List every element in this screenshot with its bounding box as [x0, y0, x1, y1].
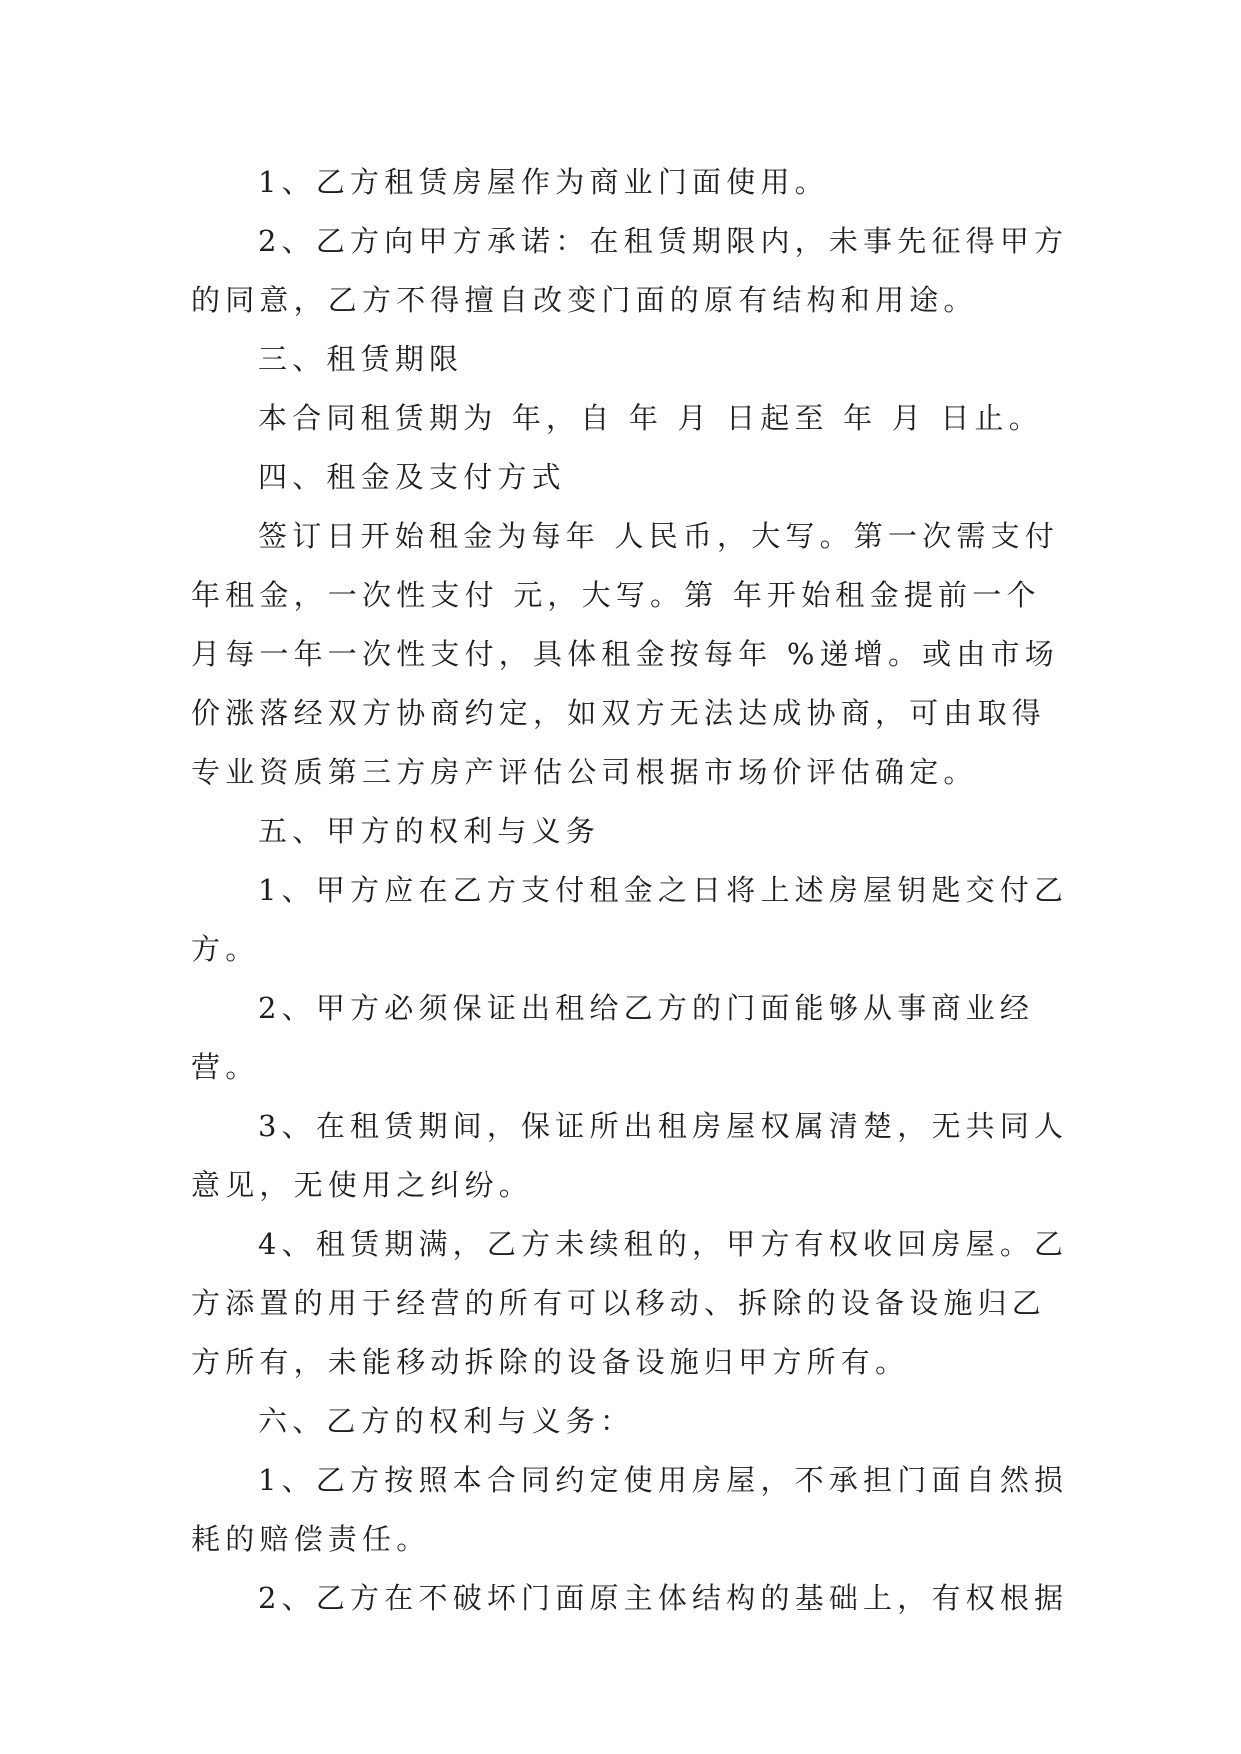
document-body	[191, 153, 1071, 1628]
section-heading-party-a-rights: 五、甲方的权利与义务	[258, 814, 601, 848]
paragraph-party-a-item-2: 2、甲方必须保证出租给乙方的门面能够从事商业经营。	[191, 991, 1035, 1084]
section-heading-rent-payment: 四、租金及支付方式	[258, 460, 566, 494]
paragraph-tenant-commitment: 2、乙方向甲方承诺：在租赁期限内，未事先征得甲方的同意，乙方不得擅自改变门面的原有结构和用途。	[191, 224, 1069, 317]
paragraph-party-a-item-4: 4、租赁期满，乙方未续租的，甲方有权收回房屋。乙方添置的用于经营的所有可以移动、拆除的设备设施归乙方所有，未能移动拆除的设备设施归甲方所有。	[191, 1227, 1069, 1379]
section-heading-lease-term: 三、租赁期限	[258, 342, 464, 376]
paragraph-use-purpose: 1、乙方租赁房屋作为商业门面使用。	[258, 165, 829, 199]
paragraph-party-b-item-2: 2、乙方在不破坏门面原主体结构的基础上，有权根据	[258, 1581, 1069, 1615]
paragraph-lease-term: 本合同租赁期为 年，自 年 月 日起至 年 月 日止。	[258, 401, 1043, 435]
section-heading-party-b-rights: 六、乙方的权利与义务：	[258, 1404, 635, 1438]
paragraph-rent-payment: 签订日开始租金为每年 人民币，大写。第一次需支付年租金，一次性支付 元，大写。第 年开始租金提前一个月每一年一次性支付，具体租金按每年 %递增。或由市场价涨落经双方协商约定，如双方无法达成协商，可由取得专业资质第三方房产评估公司根据市场价评估确定。	[191, 519, 1060, 789]
paragraph-party-a-item-1: 1、甲方应在乙方支付租金之日将上述房屋钥匙交付乙方。	[191, 873, 1069, 966]
paragraph-party-b-item-1: 1、乙方按照本合同约定使用房屋，不承担门面自然损耗的赔偿责任。	[191, 1463, 1069, 1556]
paragraph-party-a-item-3: 3、在租赁期间，保证所出租房屋权属清楚，无共同人意见，无使用之纠纷。	[191, 1109, 1069, 1202]
